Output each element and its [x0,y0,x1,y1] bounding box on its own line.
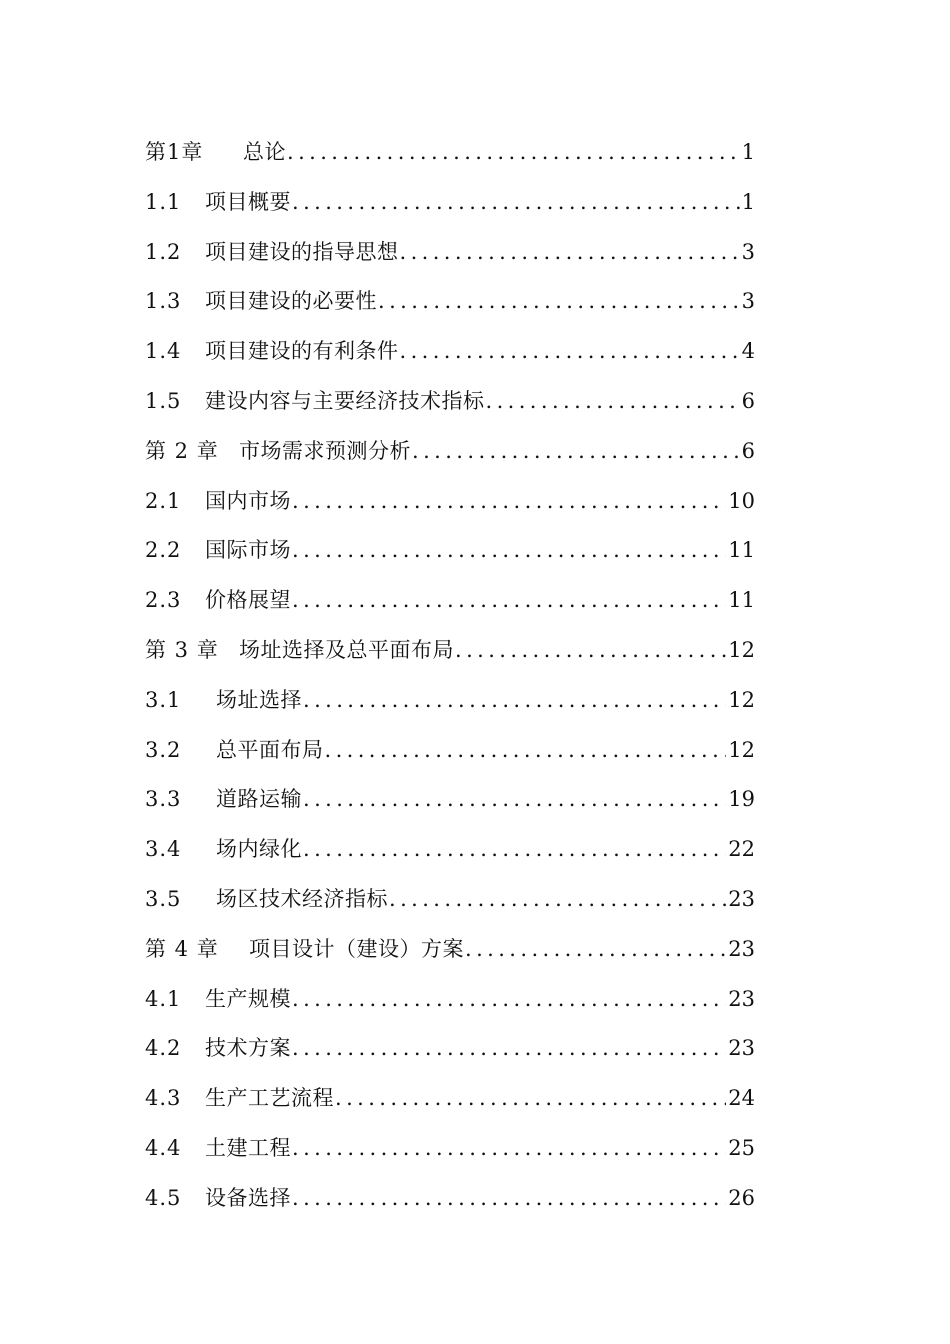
toc-dot-leader [287,128,740,178]
toc-entry-title: 场址选择及总平面布局 [239,637,454,662]
toc-entry-page: 12 [728,637,755,662]
toc-dot-leader [292,526,726,576]
toc-entry[interactable] [145,1024,755,1074]
toc-dot-leader [325,726,727,776]
toc-entry-number: 2.3 [145,588,182,613]
toc-entry-title: 项目概要 [205,189,291,214]
toc-dot-leader [455,626,726,676]
toc-entry[interactable] [145,327,755,377]
toc-entry[interactable] [145,178,755,228]
toc-entry-title: 场址选择 [216,687,302,712]
toc-entry-number: 2.2 [145,538,182,563]
toc-entry-page: 12 [728,687,755,712]
toc-dot-leader [303,676,726,726]
toc-dot-leader [412,427,740,477]
toc-dot-leader [292,1024,726,1074]
toc-dot-leader [400,228,740,278]
toc-entry-page: 1 [741,189,755,214]
toc-entry-page: 22 [728,837,755,862]
toc-entry-page: 3 [741,239,755,264]
toc-entry-title: 技术方案 [205,1036,291,1061]
toc-entry-number: 4.2 [145,1036,182,1061]
toc-entry[interactable] [145,626,755,676]
toc-entry-number: 1.4 [145,339,182,364]
toc-entry-title: 设备选择 [205,1185,291,1210]
toc-entry-title: 土建工程 [205,1135,291,1160]
toc-dot-leader [292,576,726,626]
toc-entry-page: 12 [728,737,755,762]
toc-entry-page: 23 [728,936,755,961]
toc-entry-title: 项目设计（建设）方案 [249,936,464,961]
toc-entry[interactable] [145,128,755,178]
toc-dot-leader [400,327,740,377]
toc-entry-number: 4.1 [145,986,182,1011]
toc-entry-page: 11 [728,538,755,563]
toc-entry-number: 第 3 章 [145,637,219,662]
toc-entry-page: 25 [728,1135,755,1160]
toc-entry[interactable] [145,925,755,975]
toc-entry-number: 4.5 [145,1185,182,1210]
toc-entry-page: 24 [728,1086,755,1111]
toc-entry[interactable] [145,975,755,1025]
toc-dot-leader [292,975,726,1025]
toc-dot-leader [292,178,740,228]
toc-entry-number: 1.3 [145,289,182,314]
toc-entry-number: 4.3 [145,1086,182,1111]
toc-entry[interactable] [145,526,755,576]
toc-entry-number: 第 2 章 [145,438,219,463]
toc-entry[interactable] [145,228,755,278]
toc-entry-number: 3.2 [145,737,182,762]
toc-dot-leader [292,1174,726,1224]
toc-entry[interactable] [145,1124,755,1174]
toc-entry-title: 项目建设的必要性 [205,289,377,314]
toc-entry-number: 1.5 [145,388,182,413]
toc-entry[interactable] [145,775,755,825]
toc-entry-page: 26 [728,1185,755,1210]
toc-dot-leader [303,775,726,825]
toc-dot-leader [389,875,726,925]
toc-entry[interactable] [145,427,755,477]
toc-entry-page: 6 [741,438,755,463]
toc-entry-title: 国际市场 [205,538,291,563]
toc-entry-title: 场内绿化 [216,837,302,862]
toc-entry[interactable] [145,726,755,776]
toc-entry-number: 1.2 [145,239,182,264]
toc-entry-page: 11 [728,588,755,613]
toc-entry-title: 场区技术经济指标 [216,886,388,911]
toc-dot-leader [378,277,740,327]
toc-entry-page: 1 [741,140,755,164]
toc-entry[interactable] [145,576,755,626]
toc-entry-title: 项目建设的指导思想 [205,239,399,264]
toc-entry-title: 国内市场 [205,488,291,513]
toc-entry[interactable] [145,1174,755,1224]
toc-entry[interactable] [145,825,755,875]
toc-dot-leader [292,1124,726,1174]
toc-entry-number: 第1章 [145,140,204,164]
toc-dot-leader [486,377,740,427]
toc-entry-number: 第 4 章 [145,936,219,961]
toc-entry-page: 23 [728,886,755,911]
toc-entry-title: 生产工艺流程 [205,1086,334,1111]
toc-entry-title: 价格展望 [205,588,291,613]
toc-entry[interactable] [145,277,755,327]
toc-entry-number: 3.5 [145,886,182,911]
toc-entry-page: 4 [741,339,755,364]
toc-entry[interactable] [145,1074,755,1124]
toc-entry-page: 6 [741,388,755,413]
toc-entry[interactable] [145,676,755,726]
toc-entry-title: 总平面布局 [216,737,324,762]
toc-entry-page: 23 [728,1036,755,1061]
table-of-contents [145,128,755,1224]
toc-entry-page: 19 [728,787,755,812]
toc-entry-number: 3.1 [145,687,182,712]
toc-entry-title: 总论 [243,140,286,164]
toc-entry-number: 3.3 [145,787,182,812]
toc-entry[interactable] [145,875,755,925]
toc-entry[interactable] [145,477,755,527]
toc-entry-page: 3 [741,289,755,314]
toc-entry-page: 23 [728,986,755,1011]
toc-entry-title: 项目建设的有利条件 [205,339,399,364]
toc-entry-page: 10 [728,488,755,513]
toc-dot-leader [292,477,726,527]
toc-entry[interactable] [145,377,755,427]
toc-entry-title: 道路运输 [216,787,302,812]
toc-entry-title: 建设内容与主要经济技术指标 [205,388,485,413]
toc-dot-leader [303,825,726,875]
toc-entry-number: 2.1 [145,488,182,513]
toc-entry-number: 1.1 [145,189,182,214]
toc-dot-leader [335,1074,726,1124]
toc-entry-title: 市场需求预测分析 [239,438,411,463]
toc-dot-leader [465,925,726,975]
toc-entry-number: 3.4 [145,837,182,862]
toc-entry-title: 生产规模 [205,986,291,1011]
toc-entry-number: 4.4 [145,1135,182,1160]
